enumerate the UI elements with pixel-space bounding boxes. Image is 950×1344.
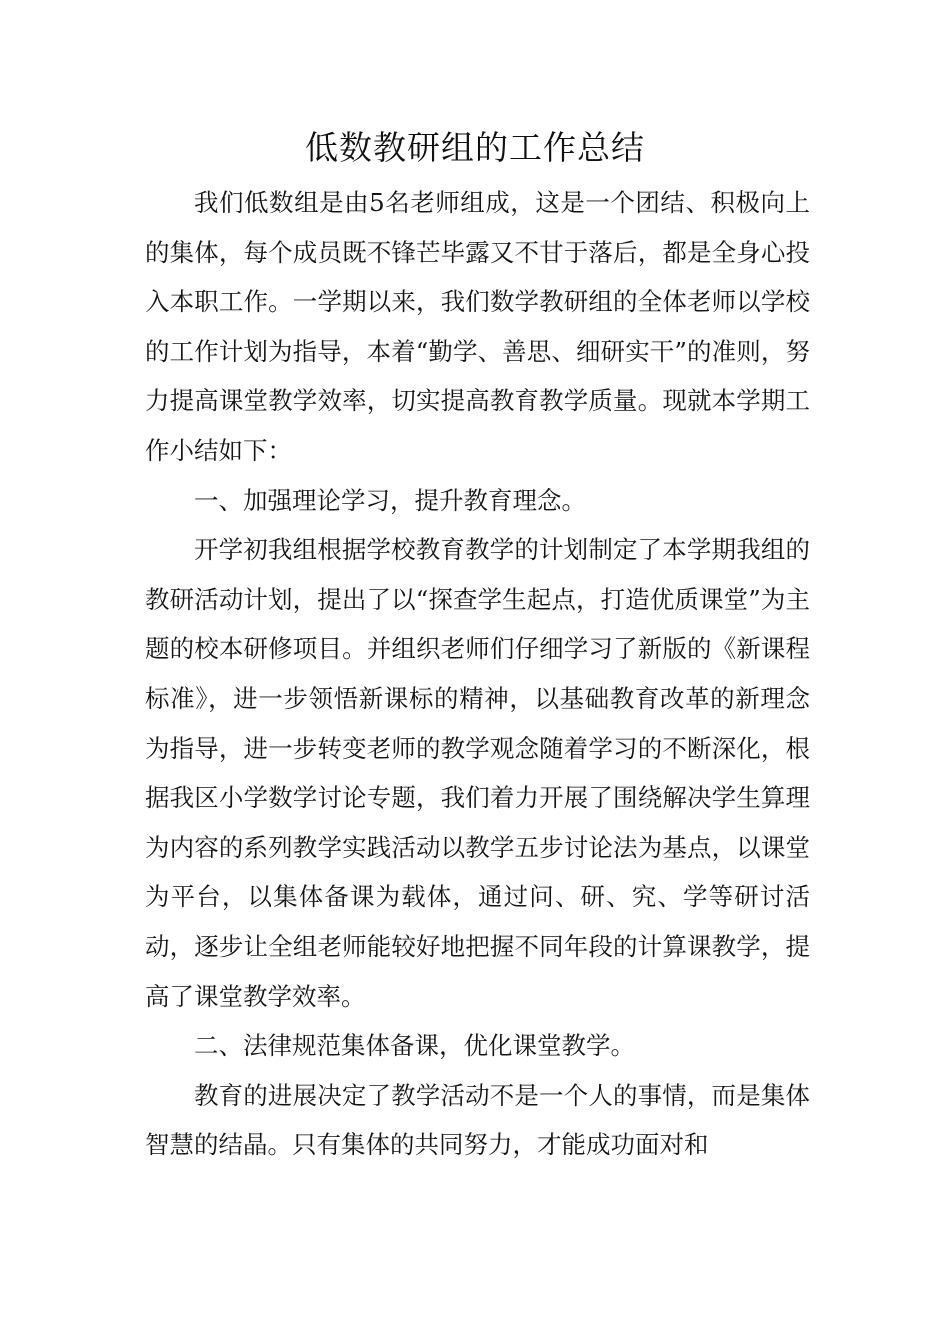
paragraph-section-2: 教育的进展决定了教学活动不是一个人的事情，而是集体智慧的结晶。只有集体的共同努力，才能成功面对和 — [145, 1080, 810, 1160]
section-heading-1: 一、加强理论学习，提升教育理念。 — [194, 485, 586, 515]
document-body — [145, 178, 810, 1170]
paragraph-intro: 我们低数组是由5名老师组成，这是一个团结、积极向上的集体，每个成员既不锋芒毕露又不甘于落后，都是全身心投入本职工作。一学期以来，我们数学教研组的全体老师以学校的工作计划为指导，本着“勤学、善思、细研实干”的准则，努力提高课堂教学效率，切实提高教育教学质量。现就本学期工作小结如下： — [145, 188, 810, 465]
paragraph-section-1: 开学初我组根据学校教育教学的计划制定了本学期我组的教研活动计划，提出了以“探查学生起点，打造优质课堂”为主题的校本研修项目。并组织老师们仔细学习了新版的《新课程标准》，进一步领悟新课标的精神，以基础教育改革的新理念为指导，进一步转变老师的教学观念随着学习的不断深化，根据我区小学数学讨论专题，我们着力开展了围绕解决学生算理为内容的系列教学实践活动以教学五步讨论法为基点，以课堂为平台，以集体备课为载体，通过问、研、究、学等研讨活动，逐步让全组老师能较好地把握不同年段的计算课教学，提高了课堂教学效率。 — [145, 535, 810, 1011]
section-heading-2: 二、法律规范集体备课，优化课堂教学。 — [194, 1031, 635, 1061]
document-title: 低数教研组的工作总结 — [305, 128, 645, 167]
